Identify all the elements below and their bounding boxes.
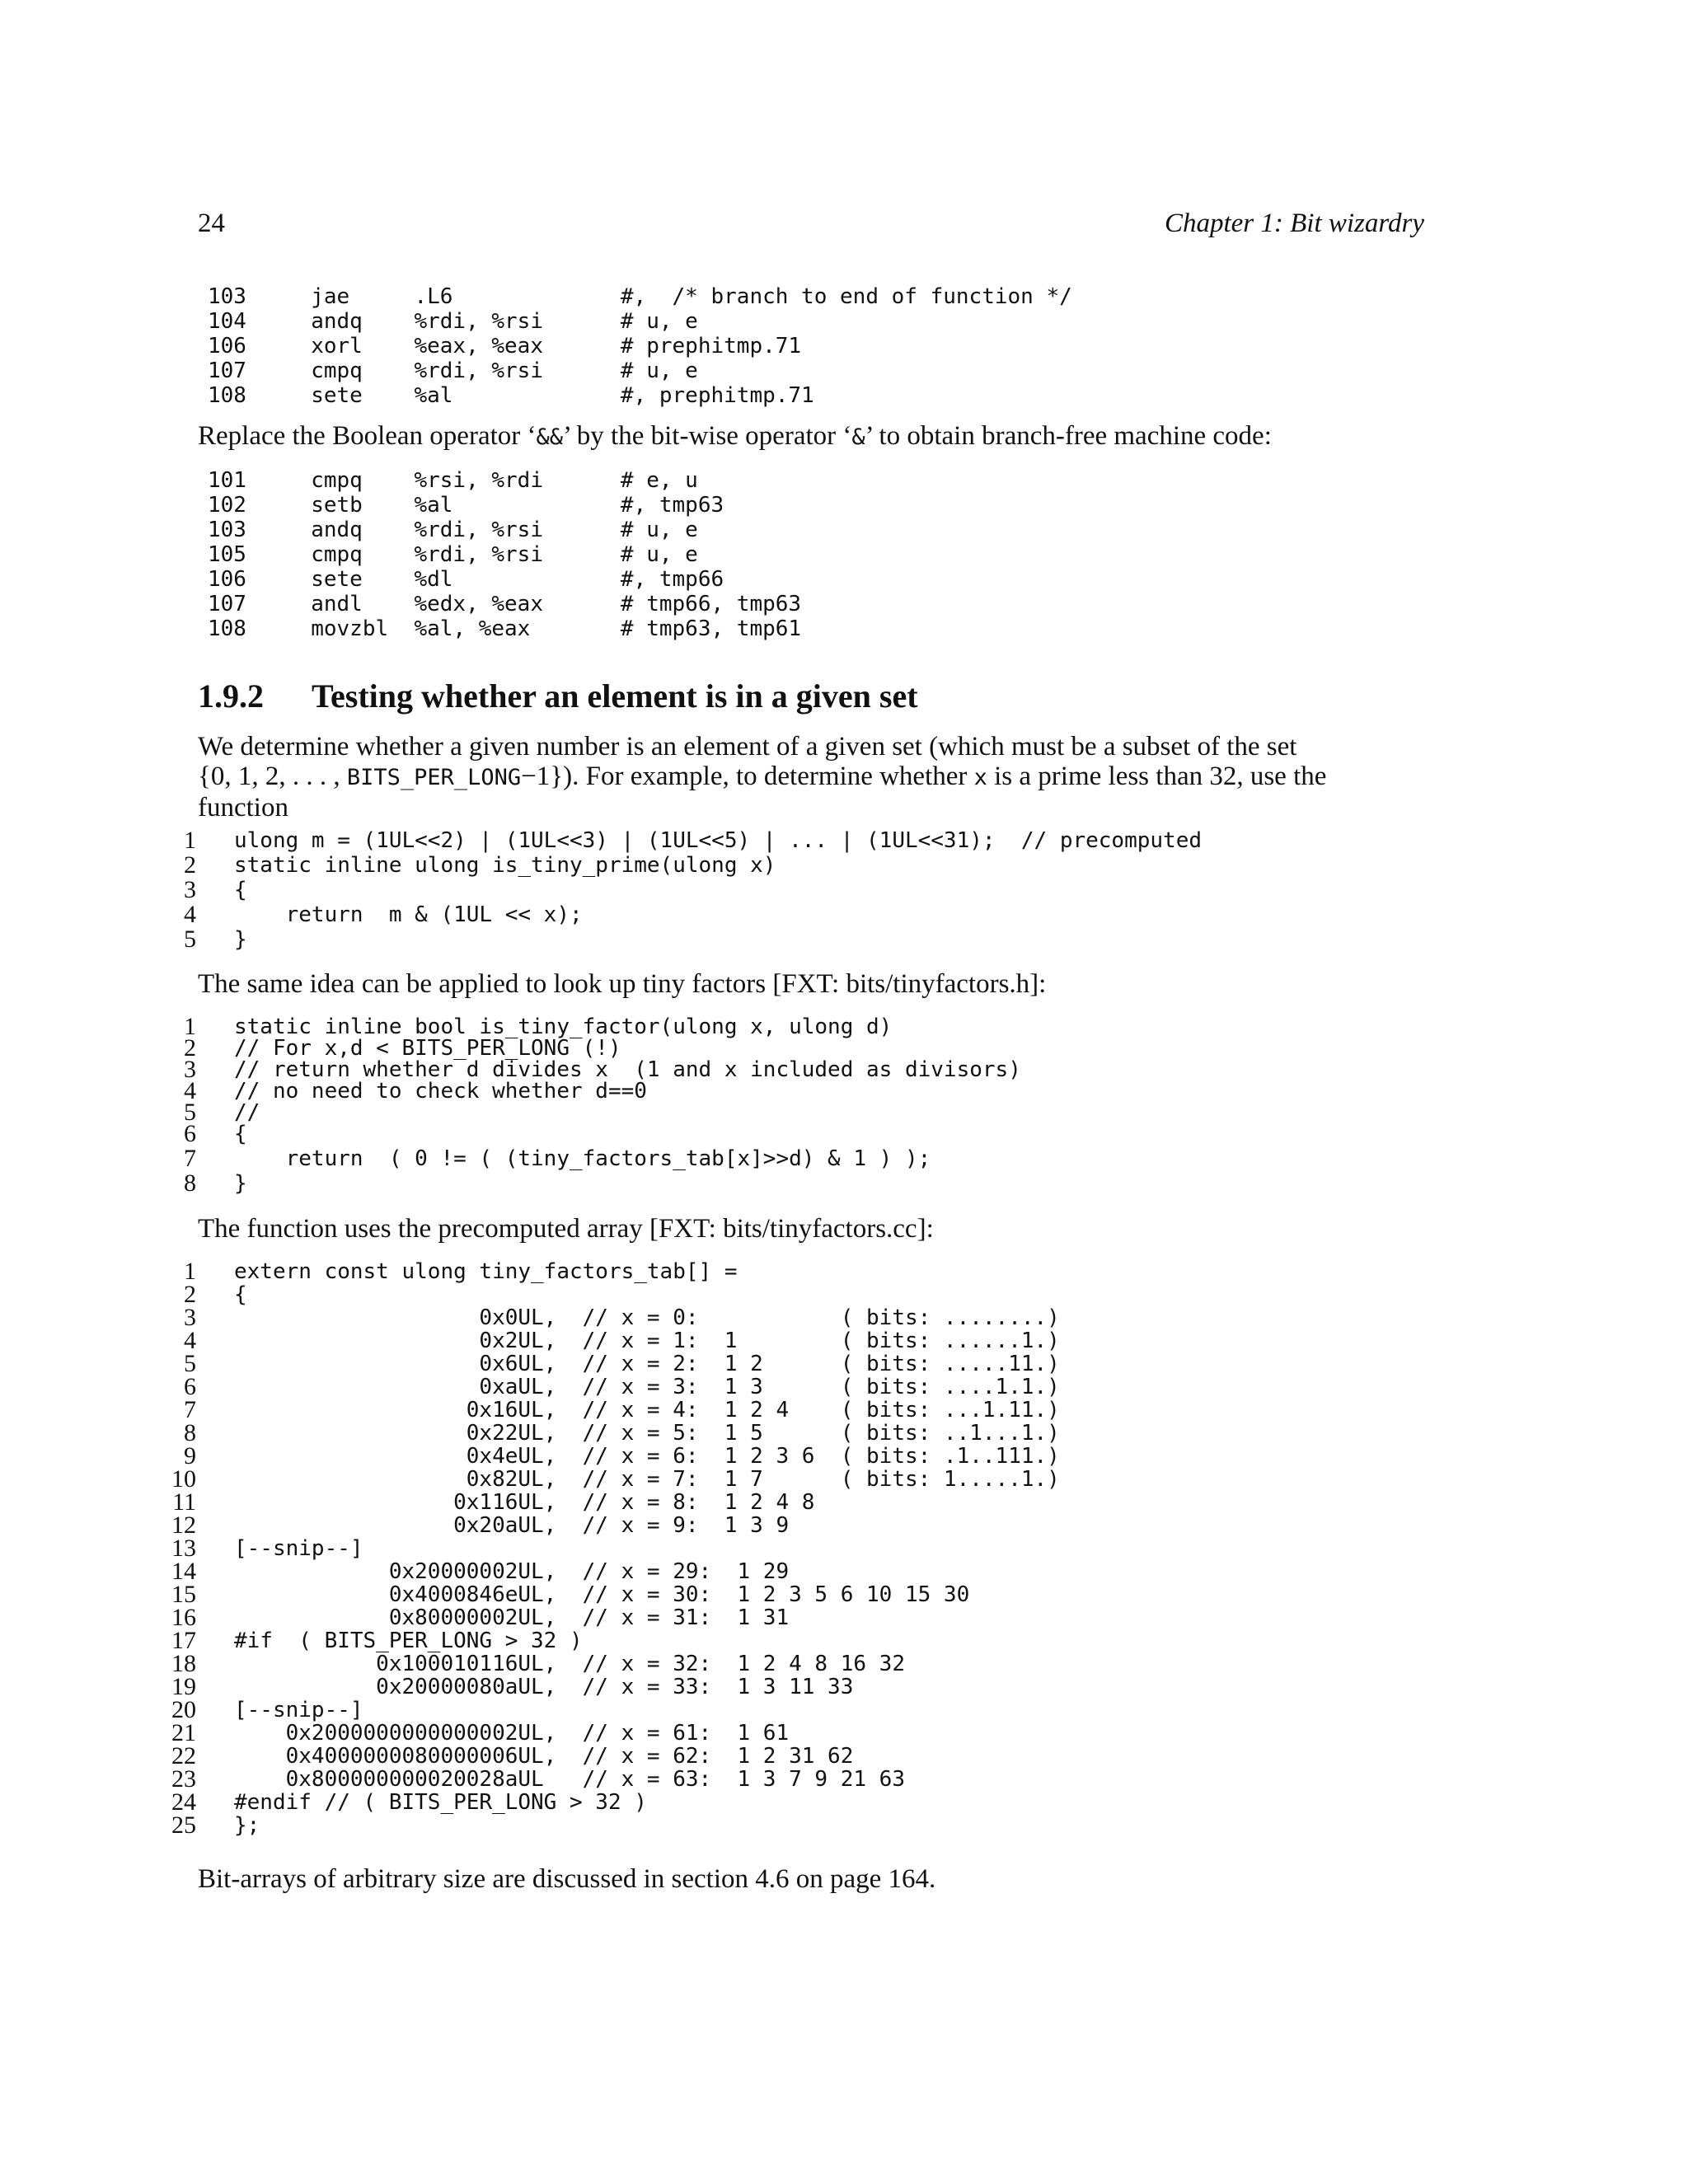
line-number: 10 [171,1465,196,1493]
code-line: 0xaUL, // x = 3: 1 3 ( bits: ....1.1.) [234,1375,1060,1399]
line-number: 2 [184,851,196,879]
line-number: 1 [184,827,196,854]
code-line: 0x2000000000000002UL, // x = 61: 1 61 [234,1721,790,1746]
code-line: [--snip--] [234,1536,363,1561]
code-line: static inline bool is_tiny_factor(ulong x, ulong d) [234,1015,893,1039]
line-number: 8 [184,1419,196,1446]
line-number: 18 [171,1650,196,1677]
code-line: } [234,927,247,952]
line-number: 2 [184,1281,196,1308]
code-line: 0x20aUL, // x = 9: 1 3 9 [234,1513,790,1538]
code-line: // no need to check whether d==0 [234,1079,647,1104]
asm-line: 107 cmpq %rdi, %rsi # u, e [208,359,698,383]
code-line: [--snip--] [234,1698,363,1722]
line-number: 3 [184,876,196,903]
asm-line: 104 andq %rdi, %rsi # u, e [208,309,698,334]
code-line: { [234,878,247,902]
line-number: 7 [184,1396,196,1423]
chapter-title: Chapter 1: Bit wizardry [1164,209,1424,238]
asm-line: 106 sete %dl #, tmp66 [208,567,724,592]
asm-line: 103 andq %rdi, %rsi # u, e [208,518,698,542]
code-line: 0x0UL, // x = 0: ( bits: ........) [234,1305,1060,1330]
line-number: 6 [184,1373,196,1400]
code-line: 0x82UL, // x = 7: 1 7 ( bits: 1.....1.) [234,1467,1060,1492]
asm-line: 102 setb %al #, tmp63 [208,493,724,518]
paragraph-precomputed-array: The function uses the precomputed array [FXT: bits/tinyfactors.cc]: [198,1214,934,1244]
code-line: 0x20000080aUL, // x = 33: 1 3 11 33 [234,1675,854,1699]
paragraph-tiny-factors: The same idea can be applied to look up tiny factors [FXT: bits/tinyfactors.h]: [198,969,1047,999]
running-header [198,203,1424,244]
line-number: 5 [184,1350,196,1377]
line-number: 5 [184,1099,196,1126]
code-line: #if ( BITS_PER_LONG > 32 ) [234,1629,583,1653]
code-line: 0x16UL, // x = 4: 1 2 4 ( bits: ...1.11.) [234,1398,1060,1422]
line-number: 20 [171,1696,196,1723]
asm-line: 108 sete %al #, prephitmp.71 [208,383,814,408]
line-number: 15 [171,1581,196,1608]
inline-code-x: x [973,765,987,790]
line-number: 22 [171,1742,196,1769]
line-number: 17 [171,1627,196,1654]
line-number: 12 [171,1511,196,1539]
line-number: 8 [184,1169,196,1197]
line-number: 14 [171,1558,196,1585]
code-line: 0x20000002UL, // x = 29: 1 29 [234,1559,790,1584]
code-line: return ( 0 != ( (tiny_factors_tab[x]>>d) & 1 ) ); [234,1146,931,1171]
asm-line: 107 andl %edx, %eax # tmp66, tmp63 [208,592,802,616]
paragraph-bit-arrays: Bit-arrays of arbitrary size are discussed in section 4.6 on page 164. [198,1864,936,1894]
line-number: 1 [184,1258,196,1285]
code-line: 0x22UL, // x = 5: 1 5 ( bits: ..1...1.) [234,1421,1060,1446]
section-heading [198,676,918,717]
code-line: // For x,d < BITS_PER_LONG (!) [234,1036,621,1061]
code-line: #endif // ( BITS_PER_LONG > 32 ) [234,1790,647,1815]
section-title: Testing whether an element is in a given set [312,677,918,715]
line-number: 24 [171,1788,196,1816]
line-number: 4 [184,1077,196,1104]
line-number: 3 [184,1304,196,1331]
line-number: 4 [184,901,196,928]
line-number: 9 [184,1442,196,1469]
code-line: 0x100010116UL, // x = 32: 1 2 4 8 16 32 [234,1652,905,1676]
code-line: // return whether d divides x (1 and x included as divisors) [234,1057,1021,1082]
asm-line: 101 cmpq %rsi, %rdi # e, u [208,468,698,493]
code-line: 0x4eUL, // x = 6: 1 2 3 6 ( bits: .1..111.) [234,1444,1060,1469]
code-line: }; [234,1813,260,1838]
line-number: 4 [184,1327,196,1354]
code-line: 0x800000000020028aUL // x = 63: 1 3 7 9 21 63 [234,1767,905,1792]
code-line: 0x4000846eUL, // x = 30: 1 2 3 5 6 10 15 30 [234,1582,970,1607]
line-number: 21 [171,1719,196,1746]
inline-code-and: & [851,424,865,450]
asm-line: 106 xorl %eax, %eax # prephitmp.71 [208,334,802,359]
code-line: static inline ulong is_tiny_prime(ulong x) [234,853,776,878]
page-number: 24 [198,209,225,238]
line-number: 7 [184,1145,196,1172]
line-number: 2 [184,1034,196,1062]
line-number: 11 [172,1488,196,1516]
line-number: 13 [171,1535,196,1562]
section-number: 1.9.2 [198,677,264,715]
paragraph-replace-operator: Replace the Boolean operator ‘&&’ by the bit-wise operator ‘&’ to obtain branch-free machine code: [198,421,1272,451]
inline-code-and-and: && [536,424,564,450]
code-line: // [234,1100,260,1125]
code-line: { [234,1122,247,1146]
line-number: 25 [171,1811,196,1839]
line-number: 1 [184,1013,196,1040]
code-line: 0x4000000080000006UL, // x = 62: 1 2 31 62 [234,1744,854,1769]
line-number: 5 [184,926,196,953]
code-line: } [234,1171,247,1196]
line-number: 23 [171,1765,196,1793]
code-line: ulong m = (1UL<<2) | (1UL<<3) | (1UL<<5) | ... | (1UL<<31); // precomputed [234,828,1202,853]
line-number: 6 [184,1120,196,1147]
line-number: 3 [184,1056,196,1083]
line-number: 16 [171,1604,196,1631]
code-line: 0x6UL, // x = 2: 1 2 ( bits: .....11.) [234,1352,1060,1376]
asm-line: 103 jae .L6 #, /* branch to end of function */ [208,284,1072,309]
code-line: 0x80000002UL, // x = 31: 1 31 [234,1605,790,1630]
code-line: { [234,1282,247,1307]
inline-code-bits-per-long: BITS_PER_LONG [346,765,522,790]
code-line: 0x2UL, // x = 1: 1 ( bits: ......1.) [234,1329,1060,1353]
code-line: return m & (1UL << x); [234,902,583,927]
paragraph-set-membership: We determine whether a given number is an element of a given set (which must be a subset of the set {0, 1, 2, . . . , BITS_PER_LONG−1}). For example, to determine whether x is a prime less than 32, use the function [198,732,1327,823]
code-line: 0x116UL, // x = 8: 1 2 4 8 [234,1490,815,1515]
code-line: extern const ulong tiny_factors_tab[] = [234,1259,738,1284]
line-number: 19 [171,1673,196,1700]
asm-line: 105 cmpq %rdi, %rsi # u, e [208,542,698,567]
asm-line: 108 movzbl %al, %eax # tmp63, tmp61 [208,616,802,641]
